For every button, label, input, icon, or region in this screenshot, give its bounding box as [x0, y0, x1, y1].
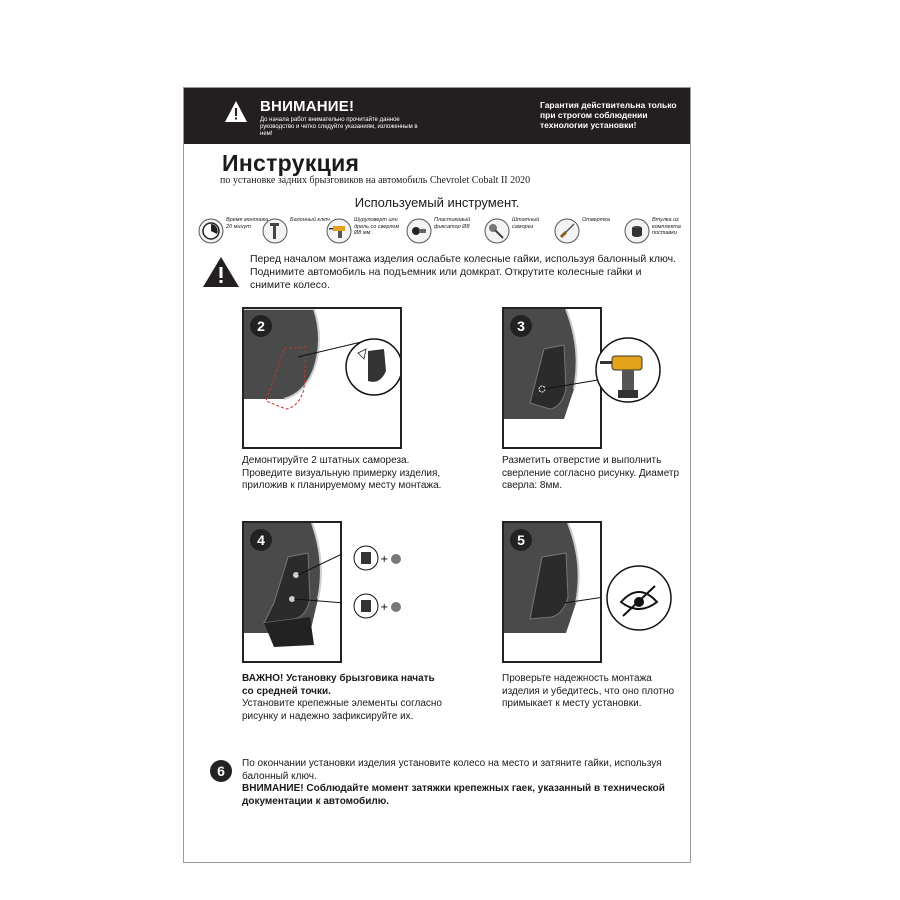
step-5-number: 5	[510, 529, 532, 551]
step-2-illustration	[242, 307, 402, 449]
drill-icon	[326, 218, 352, 244]
step-4-important: ВАЖНО! Установку брызговика начать со средней точки.	[242, 673, 435, 697]
step-6-warning: ВНИМАНИЕ! Соблюдайте момент затяжки крепежных гаек, указанный в технической документации к автомобилю.	[242, 783, 665, 807]
step-2-text: Демонтируйте 2 штатных самореза. Проведите визуальную примерку изделия, приложив к планируемому месту монтажа.	[242, 455, 442, 491]
screw-icon	[484, 218, 510, 244]
step-6-body: По окончании установки изделия установите колесо на место и затяните гайки, используя балонный ключ.	[242, 758, 662, 782]
page-subtitle: по установке задних брызговиков на автомобиль Chevrolet Cobalt II 2020	[220, 175, 531, 186]
warning-icon	[202, 256, 240, 288]
step-2-number: 2	[250, 315, 272, 337]
tools-heading: Используемый инструмент.	[354, 195, 520, 210]
step-4-text	[242, 673, 442, 723]
svg-text:+: +	[380, 554, 389, 565]
warning-icon	[224, 100, 248, 124]
step-4-illustration	[242, 521, 342, 663]
step-3-number: 3	[510, 315, 532, 337]
step-5-illustration	[502, 521, 602, 663]
step-4-body: Установите крепежные элементы согласно рисунку и надежно зафиксируйте их.	[242, 698, 442, 722]
guarantee-note: Гарантия действительна только при строгом соблюдении технологии установки!	[540, 100, 677, 130]
screwdriver-icon	[554, 218, 580, 244]
step-3-text: Разметить отверстие и выполнить сверление согласно рисунку. Диаметр сверла: 8мм.	[502, 455, 680, 491]
fasteners-closeup	[342, 528, 412, 653]
drill-closeup	[594, 320, 674, 420]
warning-title: ВНИМАНИЕ!	[260, 98, 355, 115]
tools-list: Время монтажа 20 минут Балонный ключ Шуруповерт или дрель со сверлом Ø8 мм Пластиковый фиксатор Ø8 Штатный саморез Отвертка Втулка из комплекта поставки	[198, 216, 688, 246]
step-6-number: 6	[210, 760, 232, 782]
step-4-number: 4	[250, 529, 272, 551]
wrench-icon	[262, 218, 288, 244]
warning-text: До начала работ внимательно прочитайте данное руководство и четко следуйте указаниям, изложенным в нем!	[260, 117, 418, 137]
bushing-icon	[624, 218, 650, 244]
step-6-text	[242, 758, 682, 808]
step-3-illustration	[502, 307, 602, 449]
clip-icon	[406, 218, 432, 244]
step-5-text: Проверьте надежность монтажа изделия и убедитесь, что оно плотно примыкает к месту установки.	[502, 673, 675, 709]
warning-banner	[184, 88, 690, 144]
inspection-closeup	[599, 558, 679, 638]
clock-icon	[198, 218, 224, 244]
page-title: Инструкция	[222, 150, 360, 176]
svg-text:+: +	[380, 602, 389, 613]
intro-instruction: Перед началом монтажа изделия ослабьте колесные гайки, используя балонный ключ. Поднимите автомобиль на подъемник или домкрат. Открутите колесные гайки и снимите колесо.	[250, 253, 676, 291]
instruction-sheet	[183, 87, 691, 863]
